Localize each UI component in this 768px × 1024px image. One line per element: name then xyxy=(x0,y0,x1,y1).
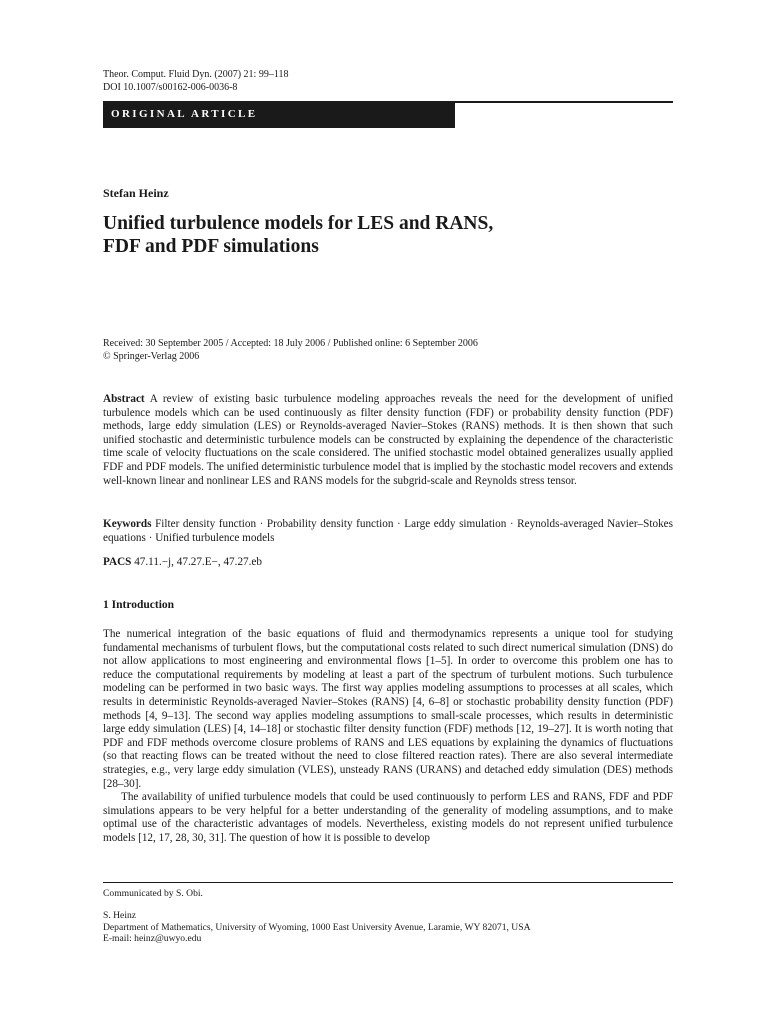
keywords-text: Filter density function · Probability density function · Large eddy simulation · Reynolds-averaged Navier–Stokes equations · Unified turbulence models xyxy=(103,518,673,544)
author-affiliation xyxy=(103,910,531,945)
pacs-text: 47.11.−j, 47.27.E−, 47.27.eb xyxy=(134,556,262,568)
intro-paragraph-1: The numerical integration of the basic equations of fluid and thermodynamics represents a unique tool for studying fundamental mechanisms of turbulent flows, but the computational costs related to such direct numerical simulation (DNS) do not allow applications to most engineering and environmental flows [1–5]. In order to overcome this problem one has to reduce the computational requirements by modeling at least a part of the spectrum of turbulent motions. Such turbulence modeling can be performed in two basic ways. The first way applies modeling assumptions to processes at all scales, which results in deterministic Reynolds-averaged Navier–Stokes (RANS) [4, 6–8] or stochastic probability density function (PDF) methods [4, 9–13]. The second way applies modeling assumptions to small-scale processes, which results in deterministic large eddy simulation (LES) [4, 14–18] or stochastic filter density function (FDF) methods [12, 19–27]. It is worth noting that PDF and FDF methods overcome closure problems of RANS and LES equations by explaining the dynamics of fluctuations (so that reacting flows can be treated without the need to close filtered reaction rates). There are also several intermediate strategies, e.g., very large eddy simulation (VLES), unsteady RANS (URANS) and detached eddy simulation (DES) methods [28–30]. xyxy=(103,628,673,790)
author-name: Stefan Heinz xyxy=(103,186,169,200)
abstract xyxy=(103,393,673,488)
title-line-1: Unified turbulence models for LES and RANS, xyxy=(103,213,494,234)
affiliation-author: S. Heinz xyxy=(103,910,137,921)
keywords xyxy=(103,518,673,545)
article-type-banner: ORIGINAL ARTICLE xyxy=(103,101,455,128)
footnote-rule xyxy=(103,882,673,883)
pacs xyxy=(103,556,673,570)
title-line-2: FDF and PDF simulations xyxy=(103,236,319,257)
abstract-label: Abstract xyxy=(103,393,145,405)
copyright-line: © Springer-Verlag 2006 xyxy=(103,350,200,362)
doi-line: DOI 10.1007/s00162-006-0036-8 xyxy=(103,82,238,93)
affiliation-address: Department of Mathematics, University of Wyoming, 1000 East University Avenue, Laramie, WY 82071, USA xyxy=(103,921,531,933)
paper-page xyxy=(103,0,673,1024)
communicated-by: Communicated by S. Obi. xyxy=(103,888,203,899)
intro-paragraph-2: The availability of unified turbulence models that could be used continuously to perform LES and RANS, FDF and PDF simulations appears to be very helpful for a better understanding of the generality of modeling assumptions, and to make optimal use of the characteristic advantages of models. Nevertheless, existing models do not represent unified turbulence models [12, 17, 28, 30, 31]. The question of how it is possible to develop xyxy=(103,791,673,844)
section-heading: 1 Introduction xyxy=(103,599,175,611)
pacs-label: PACS xyxy=(103,556,132,568)
date-history: Received: 30 September 2005 / Accepted: 18 July 2006 / Published online: 6 September 2006 xyxy=(103,338,478,349)
publication-dates xyxy=(103,338,478,363)
abstract-text: A review of existing basic turbulence modeling approaches reveals the need for the development of unified turbulence models which can be used continuously as filter density function (FDF) or probability density function (PDF) methods, large eddy simulation (LES) or Reynolds-averaged Navier–Stokes (RANS) methods. It is then shown that such unified stochastic and deterministic turbulence models can be constructed by explaining the dependence of the characteristic time scale of velocity fluctuations on the scale considered. The unified stochastic model obtained generalizes usually applied FDF and PDF models. The unified deterministic turbulence model that is implied by the stochastic model recovers and extends well-known linear and nonlinear LES and RANS models for the subgrid-scale and Reynolds stress tensor. xyxy=(103,393,673,487)
journal-citation: Theor. Comput. Fluid Dyn. (2007) 21: 99–118 xyxy=(103,69,289,80)
introduction-body xyxy=(103,628,673,846)
keywords-label: Keywords xyxy=(103,518,152,530)
paper-title xyxy=(103,212,673,258)
author-email: E-mail: heinz@uwyo.edu xyxy=(103,933,202,944)
